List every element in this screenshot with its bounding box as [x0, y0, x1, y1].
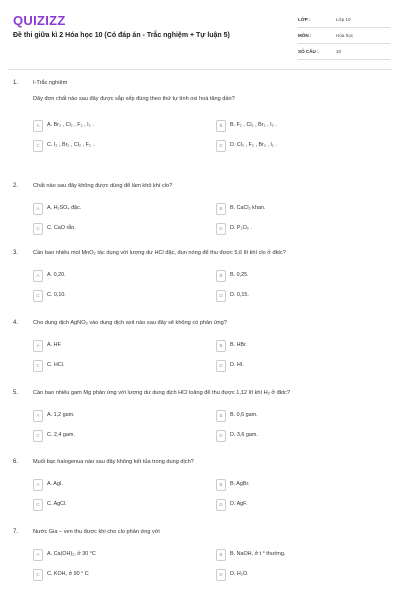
answer-option-c[interactable] — [33, 569, 193, 581]
answer-option-c[interactable] — [33, 499, 193, 511]
info-row-count — [298, 44, 390, 60]
option-checkbox[interactable]: D — [216, 430, 226, 442]
answer-option-d[interactable] — [216, 290, 376, 302]
question-text: Chất nào sau đây không được dùng để làm khô khí clo? — [33, 183, 173, 189]
option-text: B. AgBr. — [230, 481, 250, 487]
option-checkbox[interactable]: D — [216, 360, 226, 372]
option-checkbox[interactable]: A — [33, 120, 43, 132]
question-text: Nước Gia – ven thu được khi cho clo phản ứng với — [33, 529, 160, 535]
option-text: A. Ca(OH)₂, ở 30 °C — [47, 551, 96, 557]
option-checkbox[interactable]: C — [33, 360, 43, 372]
option-checkbox[interactable]: B — [216, 120, 226, 132]
answer-option-c[interactable] — [33, 360, 193, 372]
info-row-subject — [298, 28, 390, 44]
answer-option-b[interactable] — [216, 479, 376, 491]
option-checkbox[interactable]: C — [33, 223, 43, 235]
option-checkbox[interactable]: B — [216, 479, 226, 491]
question-number: 4. — [13, 320, 19, 326]
option-text: C. 2,4 gam. — [47, 432, 75, 438]
answer-option-d[interactable] — [216, 360, 376, 372]
info-label: LỚP : — [298, 17, 311, 22]
option-checkbox[interactable]: D — [216, 140, 226, 152]
answer-option-a[interactable] — [33, 120, 193, 132]
option-checkbox[interactable]: A — [33, 203, 43, 215]
answer-option-b[interactable] — [216, 410, 376, 422]
answer-option-c[interactable] — [33, 290, 193, 302]
answer-option-b[interactable] — [216, 120, 376, 132]
option-text: D. H₂O. — [230, 571, 249, 577]
question-text: Cần bao nhiêu mol MnO₂ tác dụng với lượng dư HCl đặc, đun nóng để thu được 5,6 lít khí clo ở đktc? — [33, 250, 286, 256]
option-text: C. HCl. — [47, 362, 65, 368]
option-checkbox[interactable]: D — [216, 223, 226, 235]
question-text: Cho dung dịch AgNO₃ vào dung dịch axit nào sau đây sẽ không có phản ứng? — [33, 320, 227, 326]
option-checkbox[interactable]: A — [33, 270, 43, 282]
option-checkbox[interactable]: C — [33, 140, 43, 152]
option-text: A. AgI. — [47, 481, 63, 487]
answer-option-b[interactable] — [216, 270, 376, 282]
option-checkbox[interactable]: B — [216, 549, 226, 561]
option-text: C. CaO rắn. — [47, 225, 76, 231]
option-checkbox[interactable]: B — [216, 410, 226, 422]
header — [0, 0, 400, 66]
question-text: Cần bao nhiêu gam Mg phản ứng với lượng dư dung dịch HCl loãng để thu được 1,12 lít khí H₂ ở đktc? — [33, 390, 290, 396]
option-checkbox[interactable]: D — [216, 290, 226, 302]
option-checkbox[interactable]: B — [216, 203, 226, 215]
answer-option-c[interactable] — [33, 140, 193, 152]
option-text: A. 1,2 gam. — [47, 412, 75, 418]
option-checkbox[interactable]: D — [216, 569, 226, 581]
option-checkbox[interactable]: D — [216, 499, 226, 511]
answer-option-a[interactable] — [33, 270, 193, 282]
option-checkbox[interactable]: A — [33, 410, 43, 422]
info-table — [298, 12, 390, 60]
option-text: B. 0,25. — [230, 272, 249, 278]
option-text: B. 0,6 gam. — [230, 412, 258, 418]
answer-option-a[interactable] — [33, 340, 193, 352]
question-number: 2. — [13, 183, 19, 189]
answer-option-a[interactable] — [33, 549, 193, 561]
info-value: Lớp 10 — [336, 17, 351, 22]
option-checkbox[interactable]: C — [33, 290, 43, 302]
option-text: C. I₂ , Br₂ , Cl₂ , F₂ . — [47, 142, 95, 148]
question-number: 7. — [13, 529, 19, 535]
question-subtext: Dãy đơn chất nào sau đây được sắp xếp đúng theo thứ tự tính oxi hoá tăng dần? — [33, 96, 235, 102]
quizizz-logo: QUIZIZZ — [13, 13, 66, 28]
answer-option-b[interactable] — [216, 340, 376, 352]
option-text: D. P₂O₅ . — [230, 225, 252, 231]
option-text: B. HBr. — [230, 342, 248, 348]
option-checkbox[interactable]: A — [33, 479, 43, 491]
option-text: C. 0,10. — [47, 292, 66, 298]
option-text: B. CaCl₂ khan. — [230, 205, 266, 211]
info-value: Hóa học — [336, 33, 354, 38]
option-checkbox[interactable]: B — [216, 340, 226, 352]
question-number: 5. — [13, 390, 19, 396]
info-label: MÔN : — [298, 33, 312, 38]
option-text: D. 0,15. — [230, 292, 249, 298]
answer-option-a[interactable] — [33, 479, 193, 491]
answer-option-b[interactable] — [216, 549, 376, 561]
question-number: 3. — [13, 250, 19, 256]
answer-option-c[interactable] — [33, 223, 193, 235]
header-divider — [8, 69, 392, 70]
option-checkbox[interactable]: A — [33, 549, 43, 561]
answer-option-b[interactable] — [216, 203, 376, 215]
answer-option-d[interactable] — [216, 430, 376, 442]
answer-option-c[interactable] — [33, 430, 193, 442]
info-row-class — [298, 12, 390, 28]
option-text: B. F₂ , Cl₂ , Br₂ , I₂ . — [230, 122, 277, 128]
option-text: C. KOH, ở 90 ° C — [47, 571, 89, 577]
option-checkbox[interactable]: C — [33, 569, 43, 581]
option-text: B. NaOH, ở t ° thường. — [230, 551, 286, 557]
info-value: 10 — [336, 49, 342, 54]
option-text: D. 3,6 gam. — [230, 432, 258, 438]
option-checkbox[interactable]: C — [33, 430, 43, 442]
info-label: SỐ CÂU : — [298, 49, 319, 54]
option-text: A. H₂SO₄ đặc. — [47, 205, 82, 211]
option-text: D. HI. — [230, 362, 244, 368]
option-text: A. HF. — [47, 342, 62, 348]
answer-option-d[interactable] — [216, 140, 376, 152]
answer-option-d[interactable] — [216, 499, 376, 511]
answer-option-a[interactable] — [33, 410, 193, 422]
option-text: A. Br₂ , Cl₂ , F₂ , I₂ . — [47, 122, 94, 128]
answer-option-d[interactable] — [216, 569, 376, 581]
option-checkbox[interactable]: C — [33, 499, 43, 511]
question-number: 6. — [13, 459, 19, 465]
question-number: 1. — [13, 80, 19, 86]
option-text: A. 0,20. — [47, 272, 66, 278]
question-text: I-Trắc nghiệm — [33, 80, 68, 86]
option-checkbox[interactable]: B — [216, 270, 226, 282]
question-text: Muối bạc halogenua nào sau đây không kết tủa trong dung dịch? — [33, 459, 194, 465]
option-text: D. Cl₂ , F₂ , Br₂ , I₂ . — [230, 142, 278, 148]
option-checkbox[interactable]: A — [33, 340, 43, 352]
answer-option-a[interactable] — [33, 203, 193, 215]
option-text: C. AgCl. — [47, 501, 67, 507]
answer-option-d[interactable] — [216, 223, 376, 235]
option-text: D. AgF. — [230, 501, 248, 507]
page-title: Đề thi giữa kì 2 Hóa học 10 (Có đáp án - Trắc nghiệm + Tự luận 5) — [13, 32, 230, 39]
